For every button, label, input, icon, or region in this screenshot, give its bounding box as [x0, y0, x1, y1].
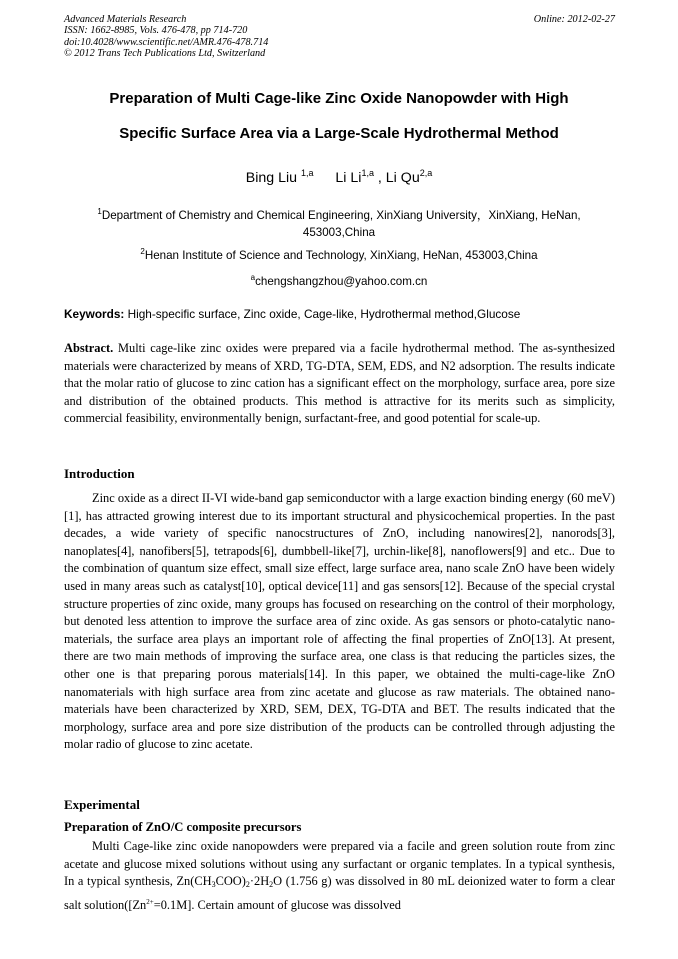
chem-subscript: 2: [245, 880, 250, 890]
author-name: Bing Liu: [245, 170, 298, 186]
abstract-label: Abstract.: [64, 341, 114, 355]
experimental-heading: Experimental: [64, 797, 140, 812]
chem-formula-part: COO): [215, 874, 246, 889]
journal-name: Advanced Materials Research: [64, 14, 187, 25]
affiliation-text: Henan Institute of Science and Technology, XinXiang, HeNan, 453003,China: [144, 249, 538, 262]
affiliation-mark: 2: [140, 247, 145, 256]
author-affiliation-mark: 1,a: [300, 168, 314, 178]
doi-line: doi:10.4028/www.scientific.net/AMR.476-478.714: [64, 36, 269, 48]
abstract-text: Multi cage-like zinc oxides were prepared via a facile hydrothermal method. The as-synthesized materials were characterized by means of XRD, TG-DTA, SEM, EDS, and N2 adsorption. The results indicate that the molar ratio of glucose to zinc cation has a significant effect on the morphology, surface area, pore size and distribution of the obtained products. This method is attractive for its merits such as simplicity, commercial feasibility, environmentally benign, surfactant-free, and good potential for scale-up.: [64, 341, 616, 426]
chem-subscript: 3: [211, 880, 216, 890]
affiliation-mark: 1: [97, 207, 102, 216]
paper-title-line-1: Preparation of Multi Cage-like Zinc Oxide Nanopowder with High: [109, 90, 569, 107]
issn-line: ISSN: 1662-8985, Vols. 476-478, pp 714-720: [64, 25, 248, 37]
author-email: [60, 269, 618, 290]
journal-header: [64, 14, 615, 60]
abstract: [64, 340, 615, 428]
keywords: [64, 307, 615, 321]
affiliation-2: [60, 243, 618, 264]
author-affiliation-mark: 1,a: [361, 168, 374, 178]
keywords-text: High-specific surface, Zinc oxide, Cage-like, Hydrothermal method,Glucose: [127, 307, 521, 321]
introduction-heading: Introduction: [64, 466, 135, 481]
chem-formula-part: ·2H: [249, 874, 270, 889]
chem-formula-part: Zn(CH: [176, 874, 212, 889]
introduction-paragraph: Zinc oxide as a direct II-VI wide-band gap semiconductor with a large exaction binding energy (60 meV)[1], has attracted growing interest due to its important structural and physicochemical properties. In the past decades, a wide variety of specific nanocstructures of ZnO, including nanowires[2], nanorods[3], nanoplates[4], nanofibers[5], tetrapods[6], dumbbell-like[7], urchin-like[8], nanoflowers[9] and etc.. Due to the combination of quantum size effect, small size effect, large surface area, nano scale ZnO have been widely used in many areas such as catalyst[10], optical device[11] and gas sensors[12]. Because of the special crystal structure properties of zinc oxide, many groups has focused on researching on the control of their morphology, but denoted less attention to improve the surface area of zinc oxide. As gas sensors or photo-catalytic nano-materials, the surface area plays an important role of affecting the final properties of ZnO[13]. At present, there are two main methods of improving the surface area, one class is that reducing the particles sizes, the other one is that preparing porous materials[14]. In this paper, we obtained the multi-cage-like ZnO nanomaterials with high surface area from zinc acetate and glucose as raw materials. The obtained nano-materials have been characterized by XRD, SEM, DEX, TG-DTA and BET. The results indicated that the morphology, surface area and pore size distribution of the products can be controlled through adjusting the molar radio of glucose to zinc acetate.: [64, 491, 615, 752]
author-name: Li Li: [335, 170, 362, 186]
author-list: Bing Liu $^{1,a}$ Li Li$^{1,a}$ , Li Qu$^{2,a}$: [245, 168, 433, 186]
affiliation-1: [60, 203, 618, 241]
email-mark: a: [250, 273, 256, 282]
author-affiliation-mark: 2,a: [419, 168, 433, 178]
affiliation-text: Department of Chemistry and Chemical Engineering, XinXiang University，XinXiang, HeNan, 453003,China: [101, 209, 581, 239]
chem-subscript: 2: [269, 880, 274, 890]
subsection-heading: Preparation of ZnO/C composite precursors: [64, 820, 302, 834]
email-address: chengshangzhou@yahoo.com.cn: [255, 275, 428, 288]
exp-text-b: O (1.756 g) was dissolved in 80 mL deionized water to form a clear salt solution([Zn: [64, 874, 616, 912]
exp-text-c: =0.1M]. Certain amount of glucose was dissolved: [153, 897, 401, 912]
online-date: Online: 2012-02-27: [533, 14, 615, 25]
keywords-label: Keywords:: [64, 307, 125, 321]
copyright-line: © 2012 Trans Tech Publications Ltd, Switzerland: [64, 48, 266, 60]
paper-title-line-2: Specific Surface Area via a Large-Scale Hydrothermal Method: [119, 125, 559, 142]
exp-text-a: Multi Cage-like zinc oxide nanopowders were prepared via a facile and green solution route from zinc acetate and glucose mixed solutions without using any surfactant or organic templates. In a typical synthesis, In a typical synthesis,: [64, 839, 615, 889]
chem-superscript: 2+: [146, 897, 154, 906]
experimental-paragraph: [64, 838, 615, 914]
author-name: Li Qu: [385, 170, 420, 186]
